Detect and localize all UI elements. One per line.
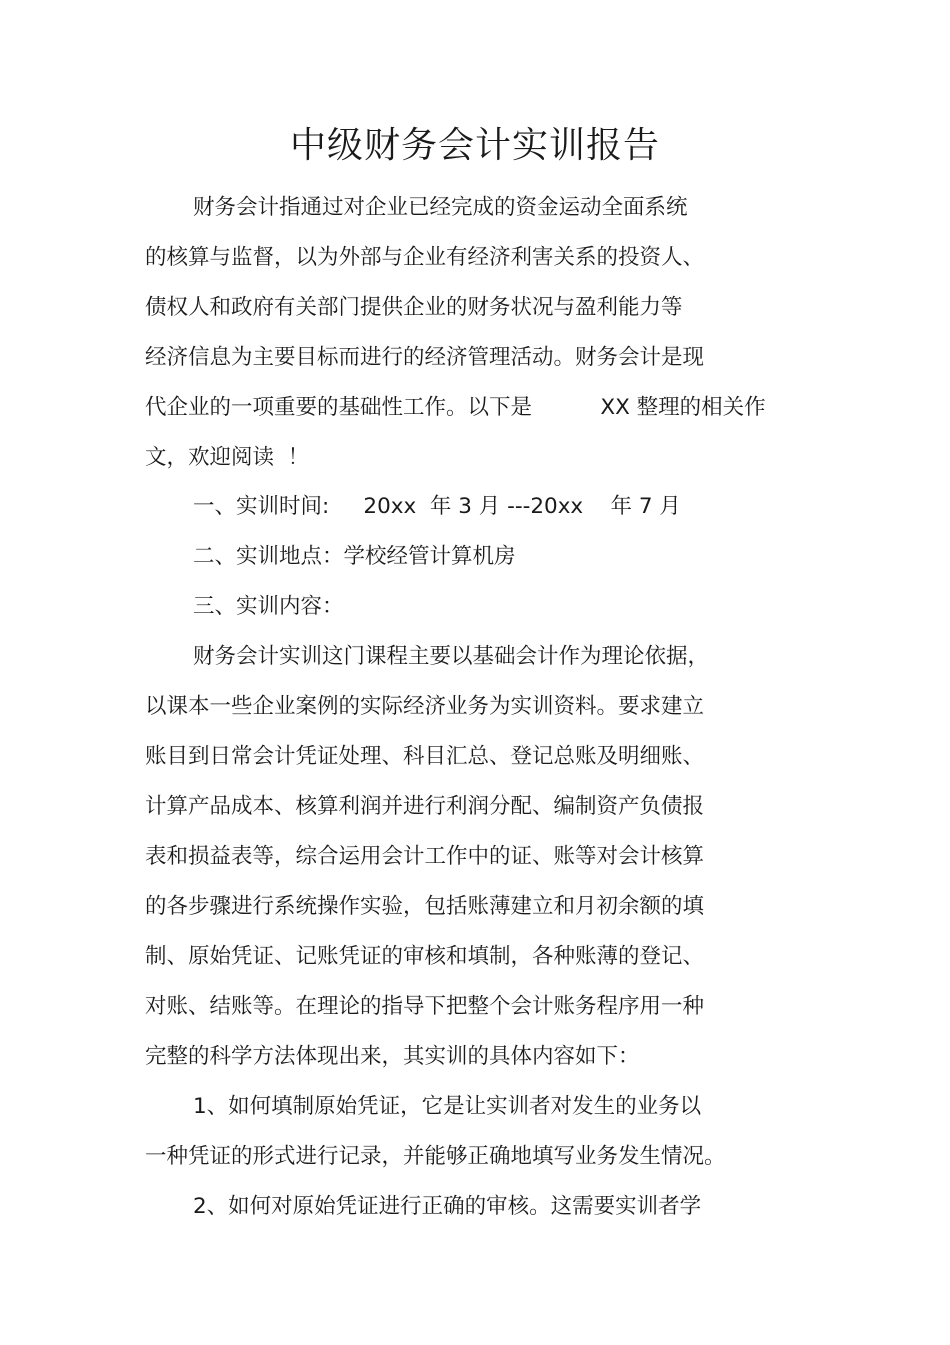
paragraph-line: 账目到日常会计凭证处理、科目汇总、登记总账及明细账、 bbox=[145, 744, 705, 769]
paragraph-line: 代企业的一项重要的基础性工作。以下是 XX 整理的相关作 bbox=[145, 395, 766, 420]
paragraph-line: 的各步骤进行系统操作实验，包括账薄建立和月初余额的填 bbox=[145, 894, 705, 919]
paragraph-line: 经济信息为主要目标而进行的经济管理活动。财务会计是现 bbox=[145, 345, 705, 370]
section-heading-content: 三、实训内容： bbox=[193, 594, 344, 619]
paragraph-line: 文，欢迎阅读 ！ bbox=[145, 445, 310, 470]
paragraph-line: 以课本一些企业案例的实际经济业务为实训资料。要求建立 bbox=[145, 694, 705, 719]
paragraph-line: 表和损益表等，综合运用会计工作中的证、账等对会计核算 bbox=[145, 844, 705, 869]
paragraph-line: 财务会计实训这门课程主要以基础会计作为理论依据， bbox=[193, 644, 710, 669]
paragraph-line: 完整的科学方法体现出来，其实训的具体内容如下： bbox=[145, 1044, 640, 1069]
list-item-1: 1、如何填制原始凭证，它是让实训者对发生的业务以 bbox=[193, 1094, 702, 1119]
section-heading-time: 一、实训时间: 20xx 年 3 月 ---20xx 年 7 月 bbox=[193, 494, 681, 519]
paragraph-line: 一种凭证的形式进行记录，并能够正确地填写业务发生情况。 bbox=[145, 1144, 726, 1169]
paragraph-line: 债权人和政府有关部门提供企业的财务状况与盈利能力等 bbox=[145, 295, 683, 320]
paragraph-line: 的核算与监督，以为外部与企业有经济利害关系的投资人、 bbox=[145, 245, 705, 270]
paragraph-line: 制、原始凭证、记账凭证的审核和填制，各种账薄的登记、 bbox=[145, 944, 705, 969]
list-item-2: 2、如何对原始凭证进行正确的审核。这需要实训者学 bbox=[193, 1194, 702, 1219]
paragraph-line: 财务会计指通过对企业已经完成的资金运动全面系统 bbox=[193, 195, 688, 220]
document-title: 中级财务会计实训报告 bbox=[289, 125, 660, 166]
paragraph-line: 对账、结账等。在理论的指导下把整个会计账务程序用一种 bbox=[145, 994, 705, 1019]
paragraph-line: 计算产品成本、核算利润并进行利润分配、编制资产负债报 bbox=[145, 794, 705, 819]
section-heading-location: 二、实训地点：学校经管计算机房 bbox=[193, 544, 516, 569]
